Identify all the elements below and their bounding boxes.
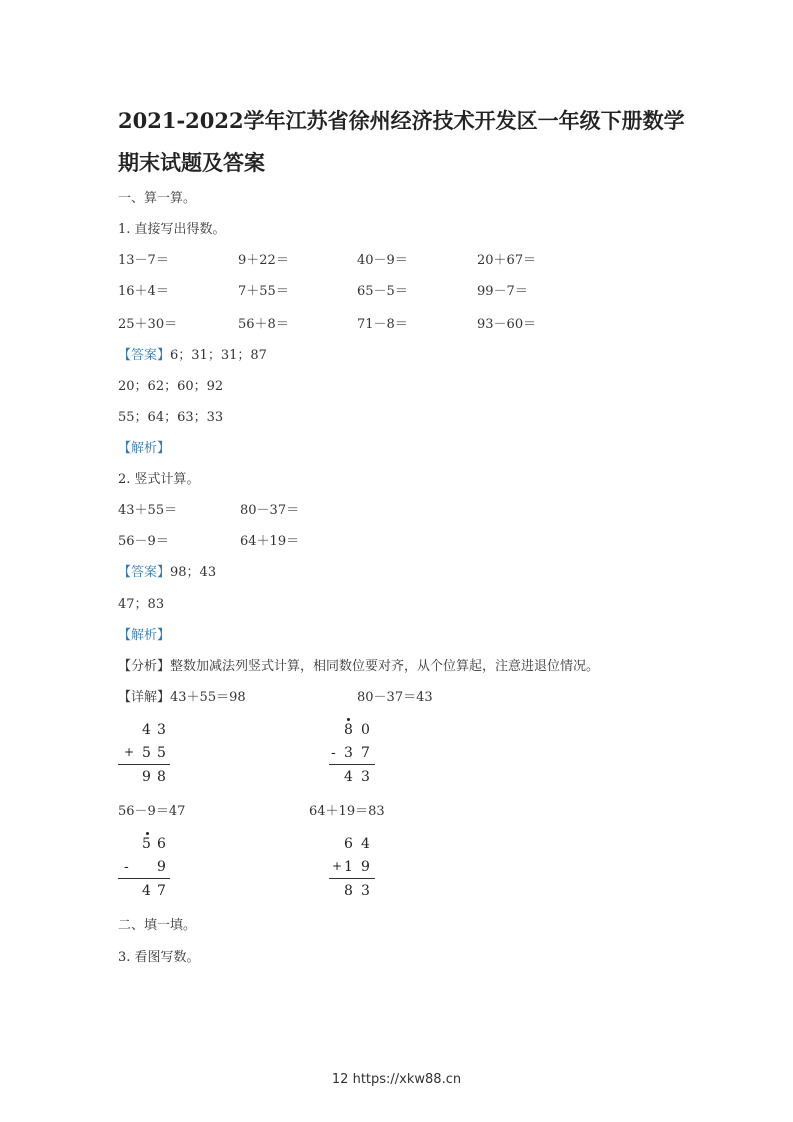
calc-underline	[118, 764, 170, 765]
digit: 3	[361, 883, 370, 899]
section-heading-2: 二、填一填。	[118, 918, 197, 933]
plus-sign: +	[124, 745, 135, 759]
answer-text: 6；31；31；87	[170, 348, 267, 363]
q2-answer-line: 47；83	[118, 597, 165, 612]
question-2-label: 2. 竖式计算。	[118, 472, 200, 487]
digit: 7	[157, 883, 166, 899]
calc-underline	[118, 878, 170, 879]
q1-problem: 13－7＝	[118, 253, 169, 268]
q1-problem: 40－9＝	[357, 253, 408, 268]
answer-tag: 【答案】	[118, 565, 171, 580]
borrow-dot	[347, 718, 350, 721]
digit: 8	[344, 883, 353, 899]
q1-problem: 93－60＝	[477, 317, 537, 332]
section-heading-1: 一、算一算。	[118, 191, 197, 206]
analysis-tag: 【解析】	[118, 441, 171, 456]
digit: 7	[361, 745, 370, 761]
borrow-dot	[146, 832, 149, 835]
digit: 9	[142, 769, 151, 785]
q1-problem: 20＋67＝	[477, 253, 537, 268]
digit: 3	[344, 745, 353, 761]
digit: 8	[157, 769, 166, 785]
minus-sign: -	[124, 859, 129, 875]
document-title-line1: 2021-2022学年江苏省徐州经济技术开发区一年级下册数学	[118, 108, 685, 133]
q1-problem: 7＋55＝	[238, 284, 289, 299]
q2-problem: 64＋19＝	[240, 534, 300, 549]
digit: 1	[344, 859, 353, 875]
equation: 64＋19＝83	[309, 804, 385, 819]
q1-problem: 65－5＝	[357, 284, 408, 299]
q1-problem: 56＋8＝	[238, 317, 289, 332]
digit: 4	[142, 883, 151, 899]
analysis-text: 【分析】整数加减法列竖式计算，相同数位要对齐，从个位算起，注意进退位情况。	[118, 659, 600, 674]
q1-problem: 99－7＝	[477, 284, 528, 299]
page-footer: 12 https://xkw88.cn	[331, 1072, 462, 1087]
analysis-tag: 【解析】	[118, 628, 171, 643]
q1-problem: 16＋4＝	[118, 284, 169, 299]
answer-text: 98；43	[170, 565, 217, 580]
digit: 5	[142, 836, 151, 852]
plus-sign: +	[332, 859, 343, 873]
question-3-label: 3. 看图写数。	[118, 950, 200, 965]
q1-answer-line: 55；64；63；33	[118, 410, 224, 425]
digit: 4	[344, 769, 353, 785]
digit: 3	[157, 722, 166, 738]
detail-line	[118, 686, 246, 705]
detail-tag: 【详解】	[118, 690, 171, 705]
question-1-label: 1. 直接写出得数。	[118, 222, 226, 237]
q2-problem: 43＋55＝	[118, 503, 178, 518]
digit: 4	[142, 722, 151, 738]
q1-answer-line	[118, 344, 267, 363]
digit: 4	[361, 836, 370, 852]
equation: 43＋55＝98	[170, 690, 246, 705]
digit: 6	[157, 836, 166, 852]
answer-tag: 【答案】	[118, 348, 171, 363]
digit: 6	[344, 836, 353, 852]
document-title-line2: 期末试题及答案	[118, 150, 265, 175]
digit: 3	[361, 769, 370, 785]
digit: 9	[157, 859, 166, 875]
digit: 9	[361, 859, 370, 875]
digit: 5	[157, 745, 166, 761]
q1-problem: 9＋22＝	[238, 253, 289, 268]
digit: 8	[344, 722, 353, 738]
q2-problem: 56－9＝	[118, 534, 169, 549]
calc-underline	[329, 764, 375, 765]
q2-problem: 80－37＝	[240, 503, 300, 518]
minus-sign: -	[331, 745, 336, 761]
equation: 80－37＝43	[357, 690, 433, 705]
equation: 56－9＝47	[118, 804, 186, 819]
digit: 5	[142, 745, 151, 761]
digit: 0	[361, 722, 370, 738]
q1-answer-line: 20；62；60；92	[118, 379, 224, 394]
calc-underline	[329, 878, 375, 879]
q1-problem: 25＋30＝	[118, 317, 178, 332]
q1-problem: 71－8＝	[357, 317, 408, 332]
q2-answer-line	[118, 561, 216, 580]
